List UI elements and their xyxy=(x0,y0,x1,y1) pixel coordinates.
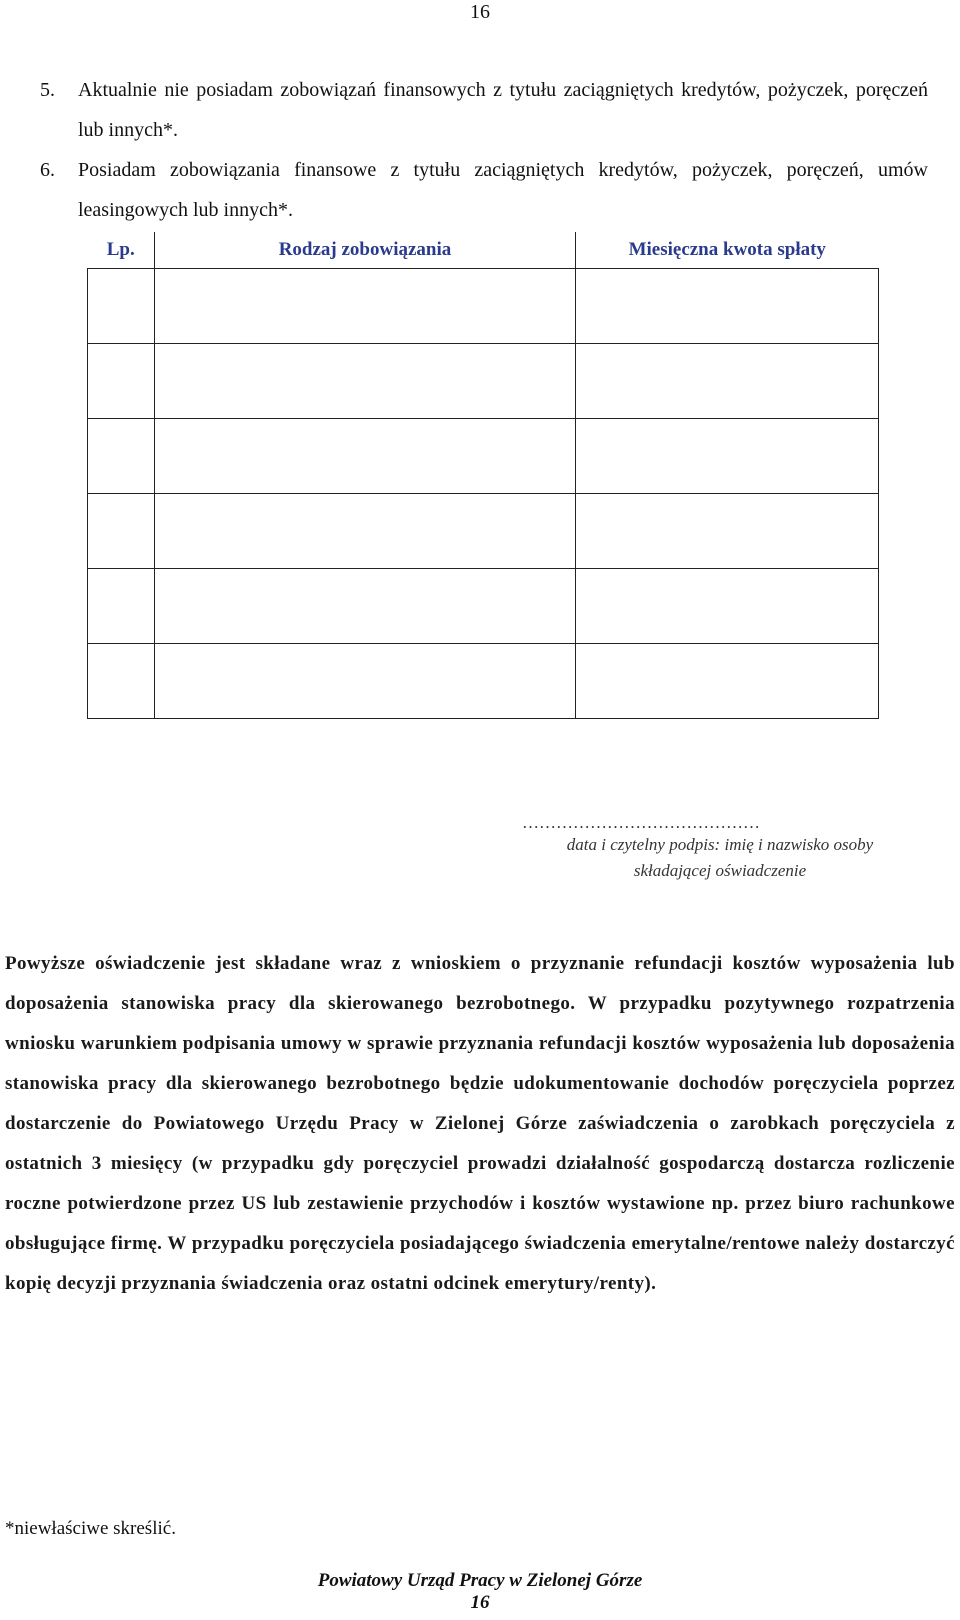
signature-caption-line2: składającej oświadczenie xyxy=(633,861,807,880)
cell-liability-type[interactable] xyxy=(155,644,576,719)
cell-lp[interactable] xyxy=(88,419,155,494)
list-item-5 xyxy=(40,70,928,150)
signature-block xyxy=(520,814,920,884)
liabilities-table xyxy=(87,232,879,719)
table-row xyxy=(88,569,879,644)
cell-liability-type[interactable] xyxy=(155,419,576,494)
signature-caption-line1: data i czytelny podpis: imię i nazwisko osoby xyxy=(566,835,874,854)
cell-lp[interactable] xyxy=(88,269,155,344)
table-row xyxy=(88,344,879,419)
list-item-text: Posiadam zobowiązania finansowe z tytułu zaciągniętych kredytów, pożyczek, poręczeń, umów leasingowych lub innych*. xyxy=(78,159,928,221)
cell-monthly-payment[interactable] xyxy=(576,569,879,644)
cell-monthly-payment[interactable] xyxy=(576,344,879,419)
cell-monthly-payment[interactable] xyxy=(576,494,879,569)
declaration-list xyxy=(40,70,960,230)
cell-lp[interactable] xyxy=(88,344,155,419)
page-footer xyxy=(0,1570,960,1614)
cell-lp[interactable] xyxy=(88,494,155,569)
cell-lp[interactable] xyxy=(88,569,155,644)
cell-liability-type[interactable] xyxy=(155,344,576,419)
table-header-row xyxy=(88,232,879,269)
header-liability-type: Rodzaj zobowiązania xyxy=(155,232,576,269)
cell-monthly-payment[interactable] xyxy=(576,269,879,344)
cell-liability-type[interactable] xyxy=(155,269,576,344)
cell-liability-type[interactable] xyxy=(155,569,576,644)
table-row xyxy=(88,494,879,569)
cell-liability-type[interactable] xyxy=(155,494,576,569)
list-item-6 xyxy=(40,150,928,230)
footnote: *niewłaściwe skreślić. xyxy=(5,1518,176,1539)
cell-monthly-payment[interactable] xyxy=(576,419,879,494)
statement-paragraph: Powyższe oświadczenie jest składane wraz z wnioskiem o przyznanie refundacji kosztów wyposażenia lub doposażenia stanowiska pracy dla skierowanego bezrobotnego. W przypadku pozytywnego rozpatrzenia wniosku warunkiem podpisania umowy w sprawie przyznania refundacji kosztów wyposażenia lub doposażenia stanowiska pracy dla skierowanego bezrobotnego będzie udokumentowanie dochodów poręczyciela poprzez dostarczenie do Powiatowego Urzędu Pracy w Zielonej Górze zaświadczenia o zarobkach poręczyciela z ostatnich 3 miesięcy (w przypadku gdy poręczyciel prowadzi działalność gospodarczą dostarcza rozliczenie roczne potwierdzone przez US lub zestawienie przychodów i kosztów wystawione np. przez biuro rachunkowe obsługujące firmę. W przypadku poręczyciela posiadającego świadczenia emerytalne/rentowe należy dostarczyć kopię decyzji przyznania świadczenia oraz ostatni odcinek emerytury/renty). xyxy=(5,953,955,1294)
cell-monthly-payment[interactable] xyxy=(576,644,879,719)
table-row xyxy=(88,419,879,494)
signature-line: …………………………………… xyxy=(522,813,760,832)
list-item-number: 6. xyxy=(40,159,55,181)
page-number-top: 16 xyxy=(470,1,490,23)
cell-lp[interactable] xyxy=(88,644,155,719)
header-lp: Lp. xyxy=(88,232,155,269)
header-monthly-payment: Miesięczna kwota spłaty xyxy=(576,232,879,269)
table-row xyxy=(88,269,879,344)
table-row xyxy=(88,644,879,719)
list-item-number: 5. xyxy=(40,79,55,101)
list-item-text: Aktualnie nie posiadam zobowiązań finansowych z tytułu zaciągniętych kredytów, pożyczek, poręczeń lub innych*. xyxy=(78,79,928,141)
footer-page-number: 16 xyxy=(470,1592,490,1613)
footer-office-name: Powiatowy Urząd Pracy w Zielonej Górze xyxy=(317,1570,643,1591)
